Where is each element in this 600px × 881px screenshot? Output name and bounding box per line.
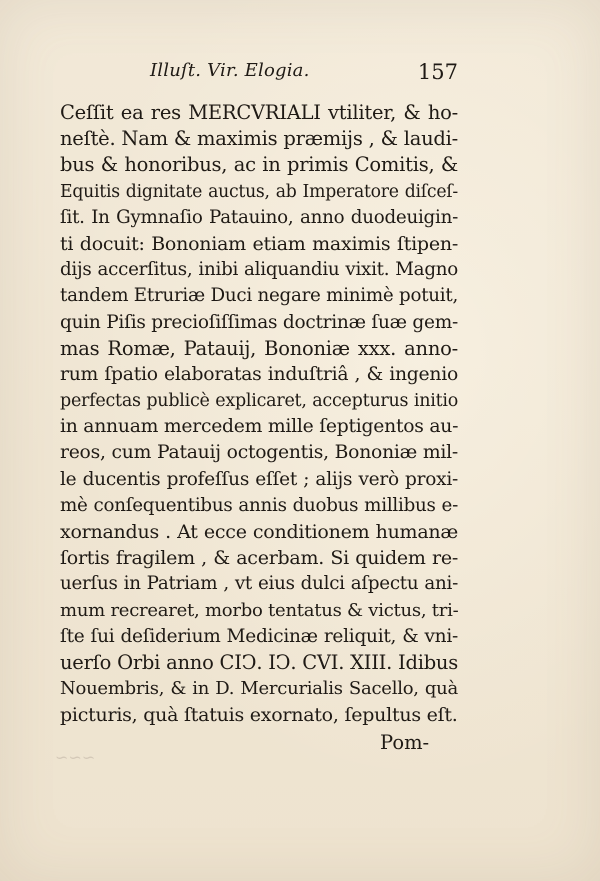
text-line: mas Romæ, Patauij, Bononiæ xxx. anno-	[60, 336, 458, 360]
running-head-title: Illuſt. Vir. Elogia.	[150, 60, 310, 81]
text-line: dijs accerſitus, inibi aliquandiu vixit. Magno	[60, 259, 458, 281]
text-line: xornandus . At ecce conditionem humanæ	[60, 521, 458, 543]
text-line: tandem Etruriæ Duci negare minimè potuit,	[60, 285, 459, 307]
text-line: ſte ſui deſiderium Medicinæ reliquit, & vni-	[60, 625, 458, 647]
text-line: neſtè. Nam & maximis præmijs , & laudi-	[60, 127, 458, 151]
text-line: ti docuit: Bononiam etiam maximis ſtipen-	[60, 232, 458, 255]
text-line: in annuam mercedem mille ſeptigentos au-	[60, 416, 459, 438]
text-line: Ceſſit ea res MERCVRIALI vtiliter, & ho-	[60, 101, 458, 124]
text-line: uerſus in Patriam , vt eius dulci aſpectu ani-	[60, 573, 458, 595]
text-line: bus & honoribus, ac in primis Comitis, &	[60, 153, 458, 177]
text-line: quin Piſis precioſiſſimas doctrinæ ſuæ gem-	[60, 311, 458, 333]
bleed-through-text: ~~~	[55, 748, 96, 767]
text-line: Equitis dignitate auctus, ab Imperatore diſceſ-	[60, 181, 458, 202]
text-line: picturis, quà ſtatuis exornato, ſepultus eſt.	[60, 704, 458, 727]
text-line: le ducentis profeſſus eſſet ; alijs verò proxi-	[60, 468, 458, 490]
text-line: perfectas publicè explicaret, accepturus initio	[60, 391, 458, 412]
text-line: reos, cum Patauij octogentis, Bononiæ mil-	[60, 442, 458, 464]
text-line: Nouembris, & in D. Mercurialis Sacello, quà	[60, 678, 458, 700]
running-head	[60, 60, 458, 84]
text-line: uerſo Orbi anno CIↃ. IↃ. CVI. XIII. Idibus	[60, 650, 458, 674]
text-line: ſit. In Gymnaſio Patauino, anno duodeuigin-	[60, 206, 458, 228]
text-line: mum recrearet, morbo tentatus & victus, tri-	[60, 599, 459, 621]
text-line: rum ſpatio elaboratas induſtriâ , & ingenio	[60, 363, 458, 385]
text-line: mè conſequentibus annis duobus millibus e-	[60, 494, 458, 516]
catchword: Pom-	[380, 731, 430, 754]
text-line: ſortis fragilem , & acerbam. Si quidem re-	[60, 547, 458, 570]
page-number: 157	[417, 60, 458, 84]
body-text	[60, 100, 458, 729]
